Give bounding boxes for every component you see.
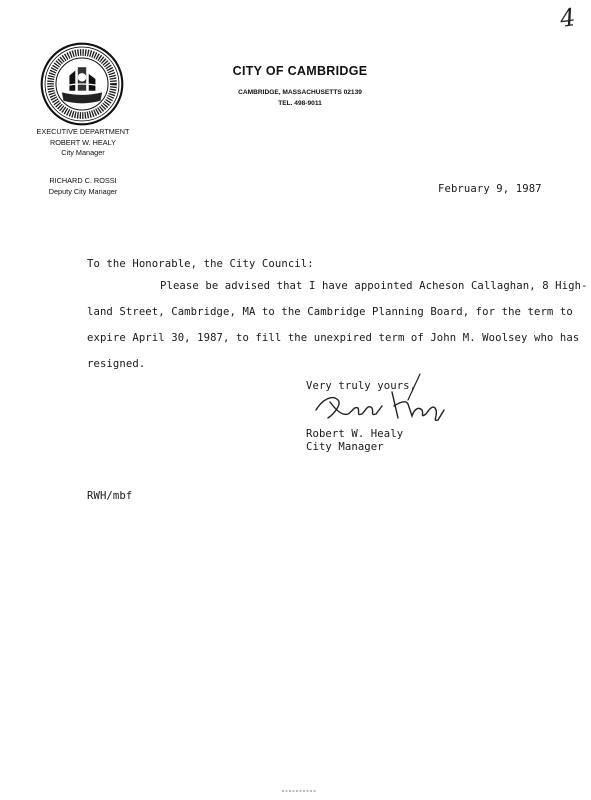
deputy-name: RICHARD C. ROSSI bbox=[49, 176, 117, 185]
executive-department-block bbox=[24, 127, 142, 159]
deputy-title: Deputy City Manager bbox=[48, 186, 118, 196]
salutation: To the Honorable, the City Council: bbox=[87, 258, 314, 270]
manager-title: City Manager bbox=[61, 148, 105, 157]
city-seal-icon bbox=[40, 42, 124, 126]
bottom-scan-mark bbox=[282, 790, 316, 792]
reference-initials: RWH/mbf bbox=[87, 490, 133, 502]
body-line-1: Please be advised that I have appointed Acheson Callaghan, 8 High- bbox=[160, 280, 588, 292]
letterhead-title: CITY OF CAMBRIDGE bbox=[232, 64, 368, 78]
signer-title: City Manager bbox=[306, 441, 384, 453]
body-line-2: land Street, Cambridge, MA to the Cambridge Planning Board, for the term to bbox=[87, 306, 573, 318]
letter-date: February 9, 1987 bbox=[438, 183, 542, 195]
body-line-3: expire April 30, 1987, to fill the unexpired term of John M. Woolsey who has bbox=[87, 332, 580, 344]
letterhead-telephone: TEL. 498-9011 bbox=[278, 100, 322, 107]
handwritten-page-number: 4 bbox=[558, 3, 578, 33]
signer-name: Robert W. Healy bbox=[306, 428, 404, 440]
handwritten-signature bbox=[308, 370, 458, 432]
letterhead-address: CAMBRIDGE, MASSACHUSETTS 02139 bbox=[238, 89, 362, 96]
deputy-block bbox=[24, 176, 142, 197]
manager-name: ROBERT W. HEALY bbox=[49, 137, 117, 147]
closing: Very truly yours, bbox=[306, 380, 417, 392]
body-line-4: resigned. bbox=[87, 358, 146, 370]
department-label: EXECUTIVE DEPARTMENT bbox=[36, 127, 130, 136]
